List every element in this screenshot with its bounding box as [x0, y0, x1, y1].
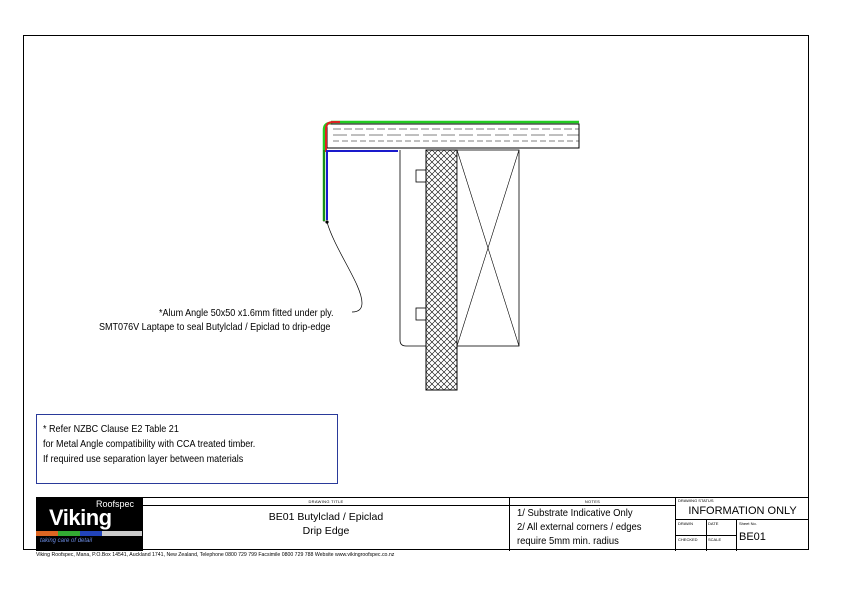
company-footer: Viking Roofspec, Mana, P.O.Box 14541, Auckland 1741, New Zealand, Telephone 0800 729 799 Facsimile 0800 729 788 Website www.vikingroofspec.co.nz	[36, 552, 395, 558]
note-line-2: for Metal Angle compatibility with CCA treated timber.	[43, 438, 256, 450]
note-line-3: If required use separation layer between materials	[43, 453, 244, 465]
drawing-title-label: DRAWING TITLE	[308, 499, 344, 504]
scale-label: SCALE	[708, 537, 722, 542]
alum-angle	[327, 151, 398, 220]
compatibility-note-box	[36, 414, 338, 484]
drawn-label: DRAWN	[678, 521, 693, 526]
notes-label: NOTES	[584, 499, 601, 504]
notes-line-2: 2/ All external corners / edges	[517, 521, 642, 533]
timber-block-crossed	[457, 150, 519, 346]
logo-brand-text: Viking	[49, 505, 112, 530]
logo-super-text: Roofspec	[96, 499, 135, 509]
drawing-title-line-2: Drip Edge	[302, 525, 350, 537]
notes-cell	[509, 498, 675, 551]
fascia-board	[400, 150, 426, 346]
callout-tape-text: SMT076V Laptape to seal Butylclad / Epiclad to drip-edge	[99, 321, 331, 333]
timber-frame-hatched	[426, 150, 457, 390]
checked-label: CHECKED	[678, 537, 698, 542]
drawing-title-cell	[142, 498, 509, 551]
plywood-substrate	[327, 124, 579, 148]
notes-line-3: require 5mm min. radius	[517, 535, 619, 547]
drawing-status: INFORMATION ONLY	[688, 505, 797, 517]
date-label: DATE	[708, 521, 719, 526]
status-cell	[675, 498, 809, 551]
sheet-number-label: Sheet No.	[739, 521, 757, 526]
title-block	[36, 497, 809, 550]
status-label: DRAWING STATUS	[678, 498, 714, 503]
logo-stripe-icon	[36, 531, 142, 536]
note-line-1: * Refer NZBC Clause E2 Table 21	[43, 423, 179, 435]
callout-leader-line	[327, 222, 362, 312]
logo-tagline: taking care of detail	[40, 538, 93, 544]
sheet-number: BE01	[739, 531, 766, 543]
drawing-title-line-1: BE01 Butylclad / Epiclad	[268, 511, 384, 523]
viking-logo	[36, 498, 142, 551]
callout-angle-text: *Alum Angle 50x50 x1.6mm fitted under ply.	[159, 307, 334, 319]
notes-line-1: 1/ Substrate Indicative Only	[517, 507, 633, 519]
